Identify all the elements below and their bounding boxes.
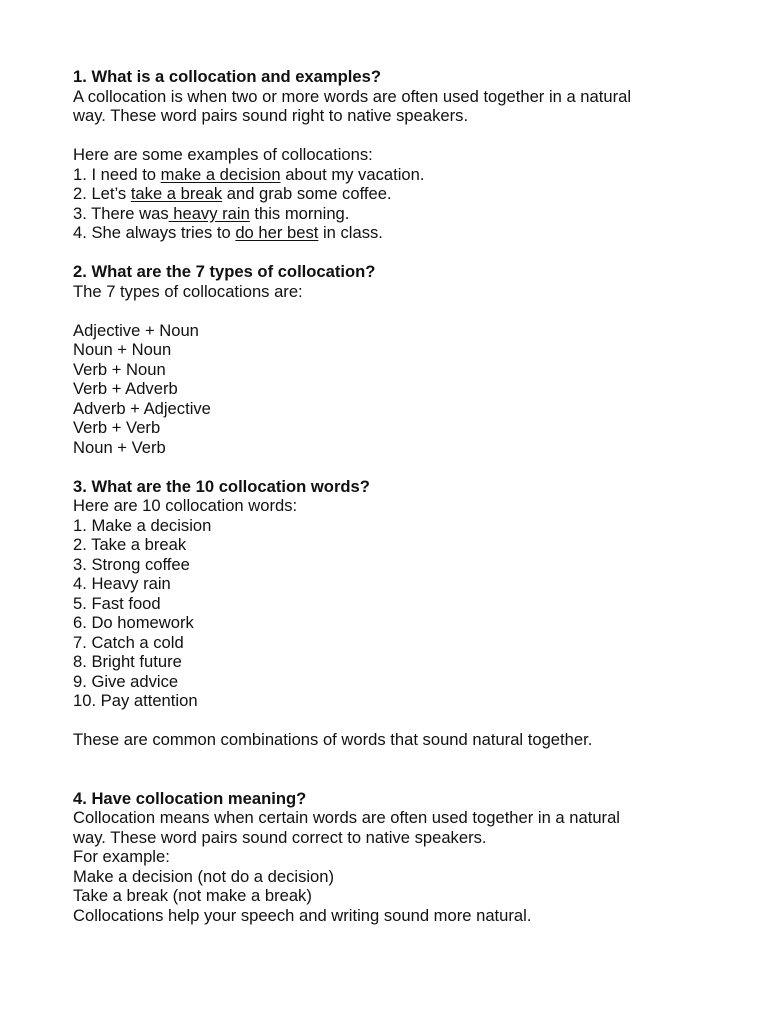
example-line: [73, 223, 713, 243]
collocation-phrase: do her best: [235, 223, 319, 242]
example-text: 3. There was: [73, 203, 169, 223]
section-4-line: Take a break (not make a break): [73, 886, 312, 905]
paragraph-spacer: [73, 711, 713, 731]
paragraph-spacer: [73, 301, 713, 321]
collocation-word: 10. Pay attention: [73, 691, 198, 710]
section-4-heading: 4. Have collocation meaning?: [73, 788, 307, 808]
collocation-phrase: take a break: [130, 184, 223, 203]
collocation-word: 7. Catch a cold: [73, 632, 184, 652]
collocation-type: Adjective + Noun: [73, 320, 199, 340]
example-text: 4. She always tries to: [73, 223, 236, 242]
collocation-word: 5. Fast food: [73, 593, 161, 613]
collocation-word: 8. Bright future: [73, 652, 182, 671]
section-2-intro: The 7 types of collocations are:: [73, 281, 303, 301]
example-line: [73, 184, 713, 204]
section-4-line: Make a decision (not do a decision): [73, 866, 335, 886]
collocation-word: 6. Do homework: [73, 613, 194, 632]
section-4-line: Collocations help your speech and writing sound more natural.: [73, 905, 532, 925]
section-1-intro-line: A collocation is when two or more words are often used together in a natural: [73, 86, 632, 106]
collocation-word: 9. Give advice: [73, 671, 179, 691]
document-page: [73, 67, 713, 925]
collocation-phrase: heavy rain: [168, 203, 250, 223]
collocation-word: 4. Heavy rain: [73, 574, 171, 593]
collocation-word: 1. Make a decision: [73, 515, 212, 535]
collocation-type: Verb + Noun: [73, 359, 166, 379]
collocation-phrase: make a decision: [160, 164, 281, 184]
examples-lead: Here are some examples of collocations:: [73, 145, 373, 164]
section-1-heading: 1. What is a collocation and examples?: [73, 67, 381, 86]
example-text: 2. Let’s: [73, 184, 131, 203]
collocation-word: 3. Strong coffee: [73, 554, 190, 574]
paragraph-spacer: [73, 126, 713, 146]
example-line: [73, 204, 713, 224]
section-3-closing: These are common combinations of words that sound natural together.: [73, 730, 593, 749]
section-3-intro: Here are 10 collocation words:: [73, 496, 298, 515]
example-line: [73, 165, 713, 185]
section-4-line: way. These word pairs sound correct to native speakers.: [73, 827, 487, 847]
collocation-type: Verb + Adverb: [73, 379, 178, 398]
section-3-heading: 3. What are the 10 collocation words?: [73, 476, 370, 496]
example-text: in class.: [318, 223, 383, 242]
example-text: about my vacation.: [280, 164, 425, 184]
collocation-type: Noun + Verb: [73, 437, 166, 457]
collocation-word: 2. Take a break: [73, 535, 187, 554]
section-1-intro-line: way. These word pairs sound right to native speakers.: [73, 106, 469, 125]
section-2-heading: 2. What are the 7 types of collocation?: [73, 262, 376, 281]
paragraph-spacer: [73, 750, 713, 789]
collocation-type: Noun + Noun: [73, 340, 172, 359]
example-text: this morning.: [249, 203, 350, 223]
paragraph-spacer: [73, 457, 713, 477]
paragraph-spacer: [73, 243, 713, 263]
section-4-line: Collocation means when certain words are often used together in a natural: [73, 808, 620, 827]
collocation-type: Adverb + Adjective: [73, 398, 211, 418]
collocation-type: Verb + Verb: [73, 418, 161, 437]
example-text: 1. I need to: [73, 164, 161, 184]
example-text: and grab some coffee.: [222, 184, 392, 203]
section-4-line: For example:: [73, 847, 170, 866]
